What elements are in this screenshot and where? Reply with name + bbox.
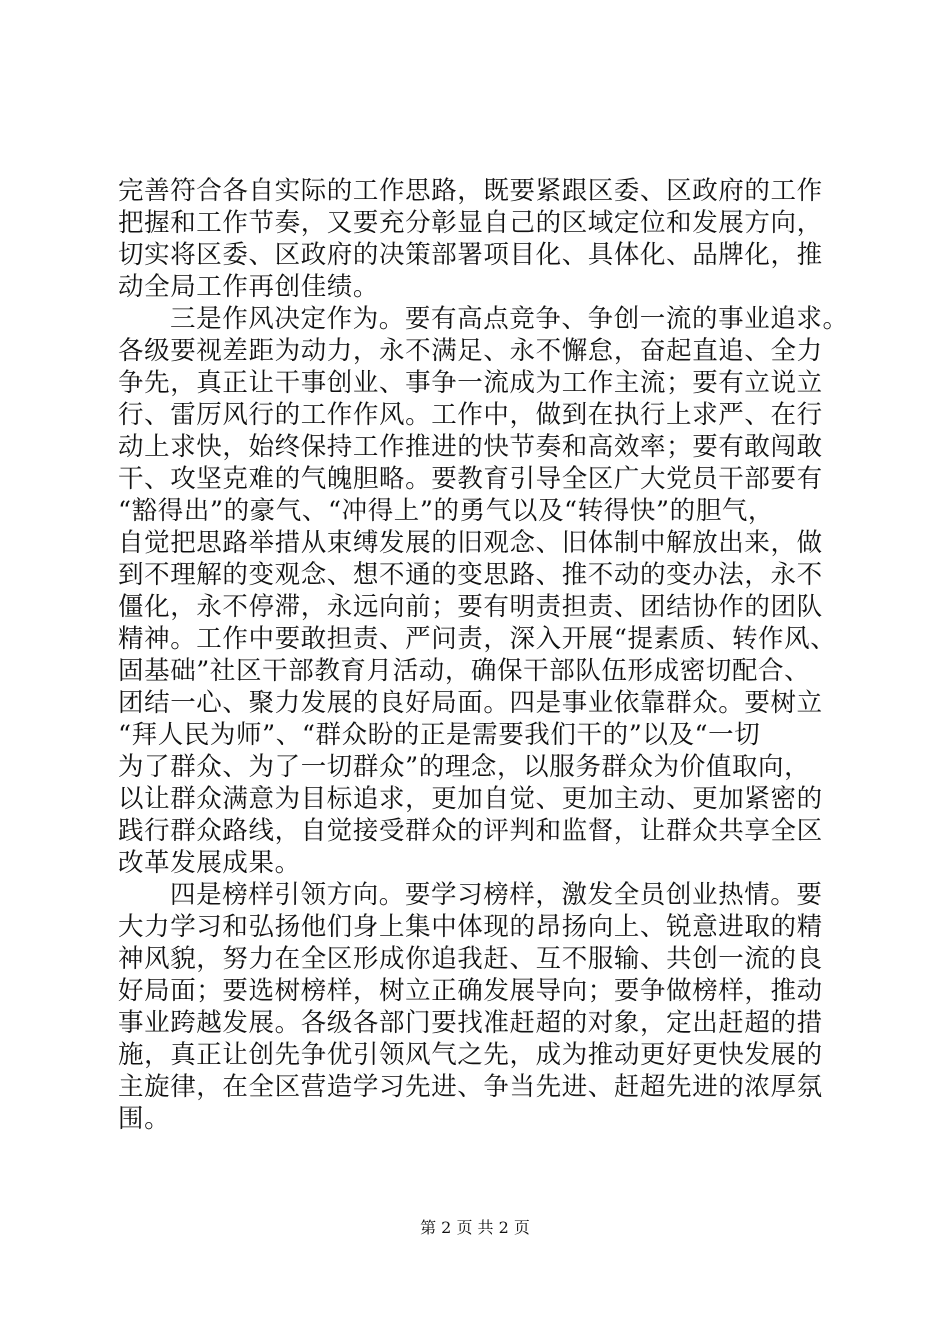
text-line: 僵化，永不停滞，永远向前；要有明责担责、团结协作的团队 xyxy=(118,592,823,622)
text-line: 好局面；要选树榜样，树立正确发展导向；要争做榜样，推动 xyxy=(118,976,823,1006)
text-line: 事业跨越发展。各级各部门要找准赶超的对象，定出赶超的措 xyxy=(118,1008,823,1038)
text-line: 围。 xyxy=(118,1104,171,1134)
text-line: 各级要视差距为动力，永不满足、永不懈怠，奋起直追、全力 xyxy=(118,336,823,366)
paragraph-start-line: 四是榜样引领方向。要学习榜样，激发全员创业热情。要 xyxy=(170,880,823,910)
text-line: 完善符合各自实际的工作思路，既要紧跟区委、区政府的工作 xyxy=(118,176,823,206)
text-line: 行、雷厉风行的工作作风。工作中，做到在执行上求严、在行 xyxy=(118,400,823,430)
text-line: 为了群众、为了一切群众”的理念，以服务群众为价值取向， xyxy=(118,752,811,782)
text-line: 干、攻坚克难的气魄胆略。要教育引导全区广大党员干部要有 xyxy=(118,464,823,494)
text-line: 以让群众满意为目标追求，更加自觉、更加主动、更加紧密的 xyxy=(118,784,823,814)
text-line: “拜人民为师”、“群众盼的正是需要我们干的”以及“一切 xyxy=(118,720,761,750)
text-line: 改革发展成果。 xyxy=(118,848,301,878)
text-line: 自觉把思路举措从束缚发展的旧观念、旧体制中解放出来，做 xyxy=(118,528,823,558)
text-line: 切实将区委、区政府的决策部署项目化、具体化、品牌化，推 xyxy=(118,240,823,270)
text-line: 团结一心、聚力发展的良好局面。四是事业依靠群众。要树立 xyxy=(118,688,823,718)
text-line: 争先，真正让干事创业、事争一流成为工作主流；要有立说立 xyxy=(118,368,823,398)
paragraph-start-line: 三是作风决定作为。要有高点竞争、争创一流的事业追求。 xyxy=(170,304,849,334)
text-line: 大力学习和弘扬他们身上集中体现的昂扬向上、锐意进取的精 xyxy=(118,912,823,942)
text-line: “豁得出”的豪气、“冲得上”的勇气以及“转得快”的胆气， xyxy=(118,496,775,526)
page-number-footer: 第 2 页 共 2 页 xyxy=(420,1218,530,1237)
text-line: 把握和工作节奏，又要充分彰显自己的区域定位和发展方向， xyxy=(118,208,823,238)
text-line: 践行群众路线，自觉接受群众的评判和监督，让群众共享全区 xyxy=(118,816,823,846)
text-line: 动上求快，始终保持工作推进的快节奏和高效率；要有敢闯敢 xyxy=(118,432,823,462)
text-line: 精神。工作中要敢担责、严问责，深入开展“提素质、转作风、 xyxy=(118,624,837,654)
text-line: 主旋律，在全区营造学习先进、争当先进、赶超先进的浓厚氛 xyxy=(118,1072,823,1102)
text-line: 到不理解的变观念、想不通的变思路、推不动的变办法，永不 xyxy=(118,560,823,590)
text-line: 施，真正让创先争优引领风气之先，成为推动更好更快发展的 xyxy=(118,1040,823,1070)
text-line: 神风貌，努力在全区形成你追我赶、互不服输、共创一流的良 xyxy=(118,944,823,974)
text-line: 动全局工作再创佳绩。 xyxy=(118,272,380,302)
text-line: 固基础”社区干部教育月活动，确保干部队伍形成密切配合、 xyxy=(118,656,811,686)
